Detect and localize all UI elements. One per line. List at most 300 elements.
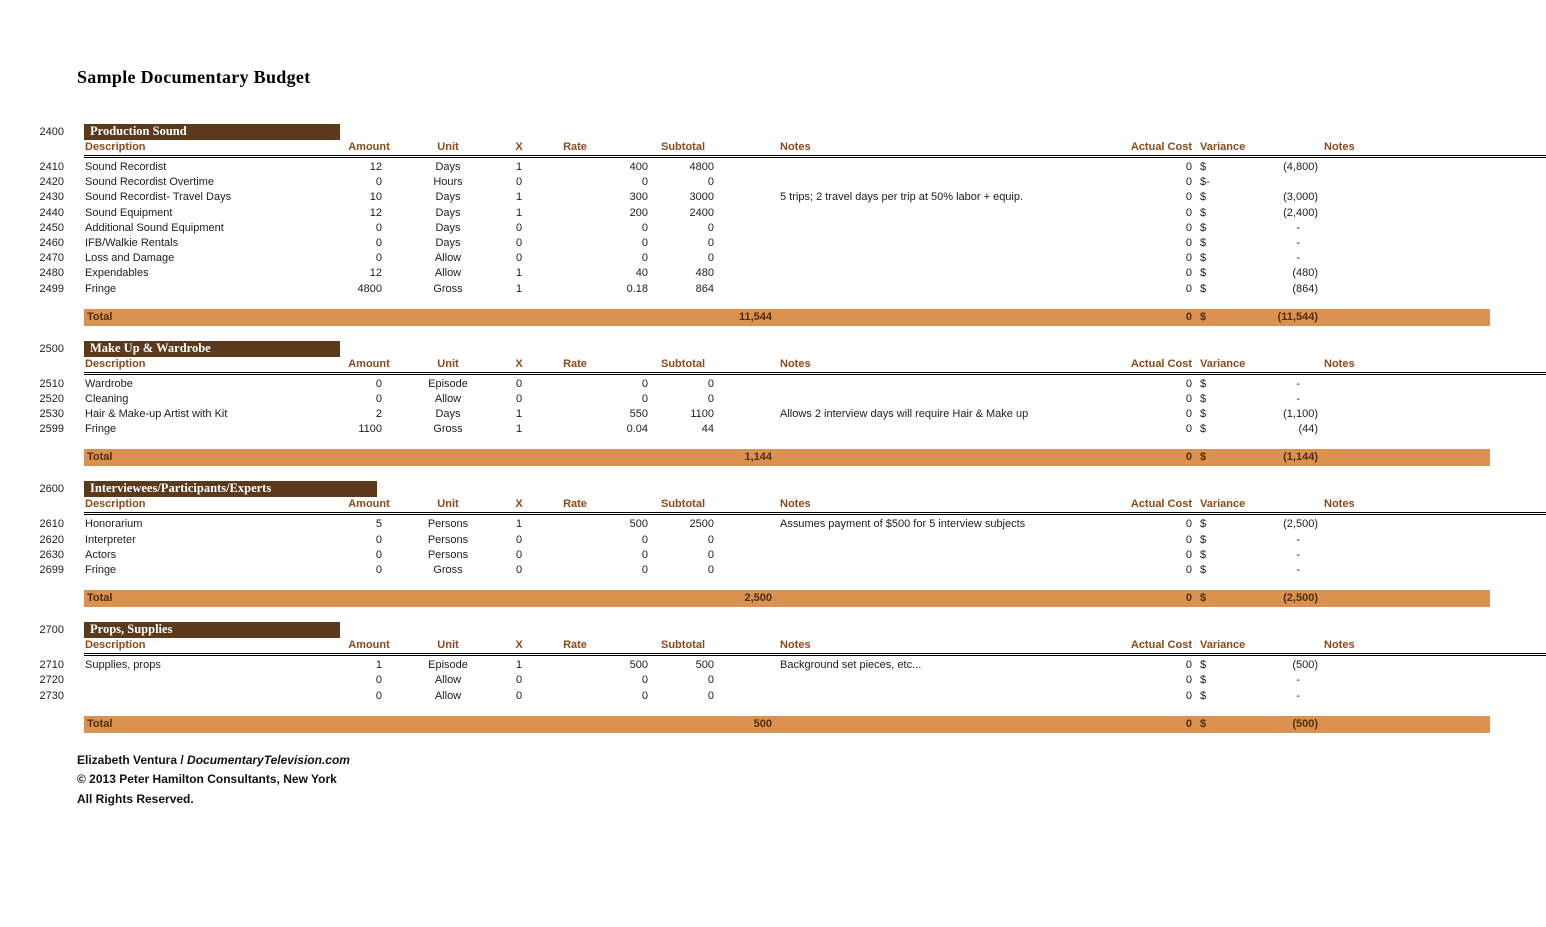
total-variance: (1,144): [1283, 451, 1318, 464]
dollar-sign: $: [1200, 689, 1207, 702]
gap: [64, 282, 84, 297]
row-x: 1: [515, 282, 523, 295]
row-amount: 0: [375, 564, 382, 576]
row-subtotal: 0: [707, 176, 714, 189]
row-rate: 300: [629, 191, 648, 204]
row-rate: 0.18: [626, 282, 648, 295]
col-x: X: [515, 357, 523, 370]
row-actual-cost: 0: [1185, 377, 1192, 390]
row-actual-cost: 0: [1185, 191, 1192, 204]
row-subtotal: 0: [707, 564, 714, 576]
row-subtotal: 500: [695, 659, 714, 672]
row-unit: Allow: [434, 689, 462, 702]
row-notes: [716, 206, 1042, 221]
col-subtotal: Subtotal: [661, 141, 705, 153]
col-notes: Notes: [780, 141, 811, 153]
total-notes: [1322, 716, 1490, 733]
section-code: 2700: [39, 624, 64, 637]
row-variance: [1196, 392, 1322, 407]
row-rate: 0.04: [626, 423, 648, 436]
row-actual-cost: 0: [1185, 689, 1192, 702]
row-actual-cost: 0: [1185, 674, 1192, 687]
dollar-sign: $: [1200, 659, 1207, 672]
row-notes: [716, 422, 1042, 437]
row-amount: 0: [375, 176, 382, 189]
total-variance: (2,500): [1283, 592, 1318, 605]
total-dollar-sign: $: [1200, 592, 1207, 605]
gap: [64, 251, 84, 266]
row-amount: 0: [375, 392, 382, 405]
budget-row: [0, 658, 1546, 673]
row-rate: 0: [641, 564, 648, 576]
gap: [64, 221, 84, 236]
gap: [64, 689, 84, 704]
row-x: 0: [515, 564, 523, 576]
row-notes: Assumes payment of $500 for 5 interview subjects: [780, 518, 1026, 531]
row-description: Honorarium: [85, 518, 143, 531]
budget-row: [0, 407, 1546, 422]
row-subtotal: 0: [707, 392, 714, 405]
section-title-bar: [84, 622, 340, 638]
variance-amount: (3,000): [1283, 191, 1318, 204]
total-actual-cost: 0: [1185, 592, 1192, 605]
row-description: [84, 689, 340, 704]
row-subtotal: 0: [707, 236, 714, 249]
row-notes-right: [1322, 206, 1490, 221]
footer: [77, 751, 1546, 810]
col-actual-cost: Actual Cost: [1130, 498, 1192, 511]
col-description: Description: [85, 141, 146, 153]
row-x: 0: [515, 392, 523, 405]
gap: [64, 481, 84, 497]
dollar-sign: $: [1200, 392, 1207, 405]
row-variance: [1196, 563, 1322, 578]
row-x: 0: [515, 176, 523, 189]
col-amount: Amount: [348, 498, 390, 511]
col-amount: Amount: [348, 639, 390, 652]
row-notes: [716, 282, 1042, 297]
total-notes: [1322, 309, 1490, 326]
row-notes: [716, 236, 1042, 251]
row-unit: Days: [435, 161, 461, 173]
gap: [64, 190, 84, 205]
row-rate: 0: [641, 176, 648, 189]
row-rate: 0: [641, 689, 648, 702]
row-notes-right: [1322, 517, 1490, 532]
col-amount: Amount: [348, 357, 390, 370]
budget-row: [0, 689, 1546, 704]
dollar-sign: $: [1200, 377, 1207, 390]
row-rate: 0: [641, 533, 648, 546]
gap: [64, 341, 84, 357]
dollar-sign: $: [1200, 191, 1207, 204]
row-code: 2440: [39, 206, 64, 219]
budget-row: [0, 517, 1546, 532]
row-notes-right: [1322, 533, 1490, 548]
row-description: IFB/Walkie Rentals: [85, 236, 179, 249]
row-notes: [716, 266, 1042, 281]
row-variance: [1196, 548, 1322, 563]
row-notes: [716, 251, 1042, 266]
dollar-sign: $: [1200, 564, 1207, 576]
gap: [64, 658, 84, 673]
row-variance: [1196, 673, 1322, 688]
dollar-sign: $: [1200, 236, 1207, 249]
row-actual-cost: 0: [1185, 659, 1192, 672]
variance-amount: -: [1296, 674, 1300, 687]
col-unit: Unit: [437, 498, 459, 511]
column-header-row: [84, 140, 1546, 158]
row-subtotal: 480: [695, 267, 714, 280]
row-description: [84, 673, 340, 688]
column-header-row: [84, 638, 1546, 656]
row-notes: [716, 563, 1042, 578]
dollar-sign: $: [1200, 518, 1207, 531]
row-variance: [1196, 236, 1322, 251]
row-description: Actors: [85, 548, 117, 561]
dollar-sign: $: [1200, 252, 1207, 265]
footer-website: DocumentaryTelevision.com: [187, 752, 350, 767]
section-code: 2500: [39, 342, 64, 355]
variance-amount: (2,400): [1283, 206, 1318, 219]
dollar-sign: $: [1200, 282, 1207, 295]
column-header-row: [84, 497, 1546, 515]
row-notes-right: [1322, 422, 1490, 437]
row-amount: 1: [375, 659, 382, 672]
row-unit: Allow: [434, 392, 462, 405]
variance-amount: (500): [1292, 659, 1318, 672]
variance-amount: -: [1296, 564, 1300, 576]
gap: [64, 673, 84, 688]
row-actual-cost: 0: [1185, 176, 1192, 189]
row-subtotal: 0: [707, 252, 714, 265]
row-actual-cost: 0: [1185, 533, 1192, 546]
row-x: 0: [515, 252, 523, 265]
row-rate: 40: [635, 267, 648, 280]
budget-row: [0, 206, 1546, 221]
row-notes: [716, 548, 1042, 563]
row-unit: Persons: [427, 533, 469, 546]
row-x: 1: [515, 161, 523, 173]
row-notes: [716, 673, 1042, 688]
col-variance: Variance: [1200, 357, 1246, 370]
section-total-bar: [84, 590, 1490, 607]
row-subtotal: 864: [695, 282, 714, 295]
row-amount: 5: [375, 518, 382, 531]
row-amount: 12: [369, 267, 382, 280]
row-variance: [1196, 206, 1322, 221]
col-variance: Variance: [1200, 141, 1246, 153]
section-props-supplies: [0, 622, 1546, 733]
variance-amount: -: [1296, 236, 1300, 249]
row-variance: [1196, 175, 1322, 190]
col-variance: Variance: [1200, 498, 1246, 511]
row-subtotal: 2500: [689, 518, 714, 531]
row-amount: 0: [375, 236, 382, 249]
row-description: Cleaning: [85, 392, 129, 405]
row-rate: 200: [629, 206, 648, 219]
total-dollar-sign: $: [1200, 717, 1207, 730]
row-x: 1: [515, 423, 523, 436]
budget-row: [0, 392, 1546, 407]
row-notes: Allows 2 interview days will require Hair & Make up: [780, 408, 1029, 421]
row-x: 0: [515, 221, 523, 234]
row-variance: [1196, 221, 1322, 236]
col-rate: Rate: [563, 357, 587, 370]
row-code: 2610: [39, 518, 64, 531]
row-amount: 0: [375, 548, 382, 561]
row-description: Additional Sound Equipment: [85, 221, 224, 234]
row-description: Supplies, props: [85, 659, 161, 672]
dollar-sign: $: [1200, 408, 1207, 421]
col-variance: Variance: [1200, 639, 1246, 652]
row-notes-right: [1322, 673, 1490, 688]
row-code: 2410: [39, 161, 64, 173]
row-actual-cost: 0: [1185, 408, 1192, 421]
row-variance: [1196, 190, 1322, 205]
row-notes-right: [1322, 407, 1490, 422]
variance-amount: -: [1296, 252, 1300, 265]
row-actual-cost: 0: [1185, 518, 1192, 531]
gap: [64, 407, 84, 422]
dollar-sign: $: [1200, 674, 1207, 687]
variance-amount: (864): [1292, 282, 1318, 295]
row-description: Fringe: [85, 282, 117, 295]
row-actual-cost: 0: [1185, 221, 1192, 234]
col-subtotal: Subtotal: [661, 639, 705, 652]
row-subtotal: 0: [707, 548, 714, 561]
total-dollar-sign: $: [1200, 451, 1207, 464]
footer-copyright: © 2013 Peter Hamilton Consultants, New York: [77, 772, 337, 787]
row-code: 2470: [39, 252, 64, 265]
row-subtotal: 3000: [689, 191, 714, 204]
row-x: 1: [515, 659, 523, 672]
row-actual-cost: 0: [1185, 252, 1192, 265]
row-rate: 0: [641, 377, 648, 390]
row-unit: Days: [435, 408, 461, 421]
row-unit: Persons: [427, 518, 469, 531]
row-description: Fringe: [85, 564, 117, 576]
total-subtotal: 500: [753, 717, 772, 730]
total-subtotal: 11,544: [738, 310, 772, 323]
col-notes: Notes: [780, 357, 811, 370]
row-notes-right: [1322, 563, 1490, 578]
total-label: Total: [87, 451, 113, 464]
row-description: Wardrobe: [85, 377, 133, 390]
gap: [64, 236, 84, 251]
col-unit: Unit: [437, 357, 459, 370]
row-variance: [1196, 251, 1322, 266]
section-total-bar: [84, 309, 1490, 326]
gap: [64, 622, 84, 638]
row-code: 2520: [39, 392, 64, 405]
section-makeup-wardrobe: [0, 341, 1546, 467]
row-description: Loss and Damage: [85, 252, 175, 265]
budget-row: [0, 175, 1546, 190]
row-notes: Background set pieces, etc...: [780, 659, 922, 672]
row-x: 0: [515, 377, 523, 390]
dollar-sign: $: [1200, 533, 1207, 546]
section-total-bar: [84, 449, 1490, 466]
row-variance: [1196, 377, 1322, 392]
col-unit: Unit: [437, 141, 459, 153]
row-unit: Allow: [434, 674, 462, 687]
budget-row: [0, 563, 1546, 578]
row-notes: [716, 689, 1042, 704]
row-description: Fringe: [85, 423, 117, 436]
section-title-bar: [84, 124, 340, 140]
row-actual-cost: 0: [1185, 282, 1192, 295]
col-x: X: [515, 498, 523, 511]
row-x: 0: [515, 689, 523, 702]
gap: [64, 266, 84, 281]
row-unit: Allow: [434, 267, 462, 280]
row-variance: [1196, 282, 1322, 297]
budget-row: [0, 266, 1546, 281]
total-dollar-sign: $: [1200, 310, 1207, 323]
section-title: Interviewees/Participants/Experts: [90, 481, 272, 496]
row-notes: [716, 377, 1042, 392]
page-title: Sample Documentary Budget: [77, 67, 311, 87]
row-unit: Gross: [433, 282, 463, 295]
col-actual-cost: Actual Cost: [1130, 357, 1192, 370]
row-code: 2710: [39, 659, 64, 672]
row-subtotal: 0: [707, 689, 714, 702]
variance-amount: -: [1296, 392, 1300, 405]
row-notes-right: [1322, 160, 1490, 175]
row-rate: 400: [629, 161, 648, 173]
section-production-sound: [0, 124, 1546, 326]
row-rate: 500: [629, 518, 648, 531]
row-subtotal: 44: [701, 423, 714, 436]
row-amount: 12: [369, 161, 382, 173]
row-code: 2730: [39, 689, 64, 702]
row-variance: [1196, 533, 1322, 548]
section-code: 2600: [39, 483, 64, 496]
section-title: Props, Supplies: [90, 622, 173, 637]
budget-row: [0, 548, 1546, 563]
row-notes-right: [1322, 658, 1490, 673]
row-variance: [1196, 517, 1322, 532]
row-notes: [716, 160, 1042, 175]
budget-row: [0, 673, 1546, 688]
total-label: Total: [87, 310, 113, 323]
variance-amount: -: [1296, 533, 1300, 546]
row-x: 1: [515, 206, 523, 219]
row-rate: 0: [641, 236, 648, 249]
col-description: Description: [85, 498, 146, 511]
row-x: 1: [515, 518, 523, 531]
row-description: Interpreter: [85, 533, 136, 546]
footer-author: Elizabeth Ventura /: [77, 752, 188, 767]
budget-row: [0, 377, 1546, 392]
row-unit: Days: [435, 221, 461, 234]
row-description: Sound Recordist Overtime: [85, 176, 214, 189]
row-actual-cost: 0: [1185, 267, 1192, 280]
section-title-bar: [84, 341, 340, 357]
variance-amount: -: [1296, 548, 1300, 561]
col-rate: Rate: [563, 498, 587, 511]
row-amount: 0: [375, 252, 382, 265]
variance-amount: (4,800): [1283, 161, 1318, 173]
row-variance: [1196, 160, 1322, 175]
row-variance: [1196, 266, 1322, 281]
row-unit: Days: [435, 191, 461, 204]
row-notes: 5 trips; 2 travel days per trip at 50% labor + equip.: [780, 191, 1024, 204]
row-code: 2450: [39, 221, 64, 234]
gap: [64, 517, 84, 532]
row-unit: Persons: [427, 548, 469, 561]
col-x: X: [515, 141, 523, 153]
row-notes-right: [1322, 392, 1490, 407]
row-subtotal: 0: [707, 674, 714, 687]
row-notes-right: [1322, 689, 1490, 704]
row-actual-cost: 0: [1185, 236, 1192, 249]
row-description: Sound Equipment: [85, 206, 173, 219]
row-code: 2630: [39, 548, 64, 561]
row-amount: 2: [375, 408, 382, 421]
row-notes: [716, 392, 1042, 407]
gap: [64, 422, 84, 437]
row-variance: [1196, 689, 1322, 704]
row-variance: [1196, 658, 1322, 673]
row-subtotal: 0: [707, 377, 714, 390]
row-rate: 0: [641, 252, 648, 265]
col-subtotal: Subtotal: [661, 498, 705, 511]
total-notes: [1322, 449, 1490, 466]
budget-row: [0, 533, 1546, 548]
gap: [64, 175, 84, 190]
footer-author-line: [77, 751, 1546, 771]
row-description: Expendables: [85, 267, 149, 280]
row-code: 2530: [39, 408, 64, 421]
total-subtotal: 2,500: [744, 592, 772, 605]
row-x: 0: [515, 236, 523, 249]
row-notes: [716, 221, 1042, 236]
dollar-sign: $: [1200, 206, 1207, 219]
row-unit: Episode: [428, 377, 468, 390]
row-x: 0: [515, 533, 523, 546]
variance-amount: (480): [1292, 267, 1318, 280]
gap: [64, 206, 84, 221]
row-notes-right: [1322, 548, 1490, 563]
variance-amount: -: [1296, 377, 1300, 390]
row-description: Sound Recordist: [85, 161, 167, 173]
row-amount: 0: [375, 221, 382, 234]
gap: [64, 377, 84, 392]
col-notes: Notes: [780, 498, 811, 511]
row-actual-cost: 0: [1185, 206, 1192, 219]
row-actual-cost: 0: [1185, 548, 1192, 561]
row-description: Sound Recordist- Travel Days: [85, 191, 232, 204]
row-description: Hair & Make-up Artist with Kit: [85, 408, 228, 421]
total-variance: (500): [1292, 717, 1318, 730]
row-notes: [716, 175, 1042, 190]
gap: [64, 533, 84, 548]
row-variance: [1196, 407, 1322, 422]
col-actual-cost: Actual Cost: [1130, 639, 1192, 652]
row-code: 2699: [39, 564, 64, 576]
col-notes-right: Notes: [1324, 357, 1355, 370]
section-interviewees: [0, 481, 1546, 607]
row-rate: 0: [641, 392, 648, 405]
dollar-sign: $: [1200, 423, 1207, 436]
section-code: 2400: [39, 126, 64, 138]
gap: [64, 548, 84, 563]
row-subtotal: 2400: [689, 206, 714, 219]
row-x: 1: [515, 191, 523, 204]
total-actual-cost: 0: [1185, 310, 1192, 323]
